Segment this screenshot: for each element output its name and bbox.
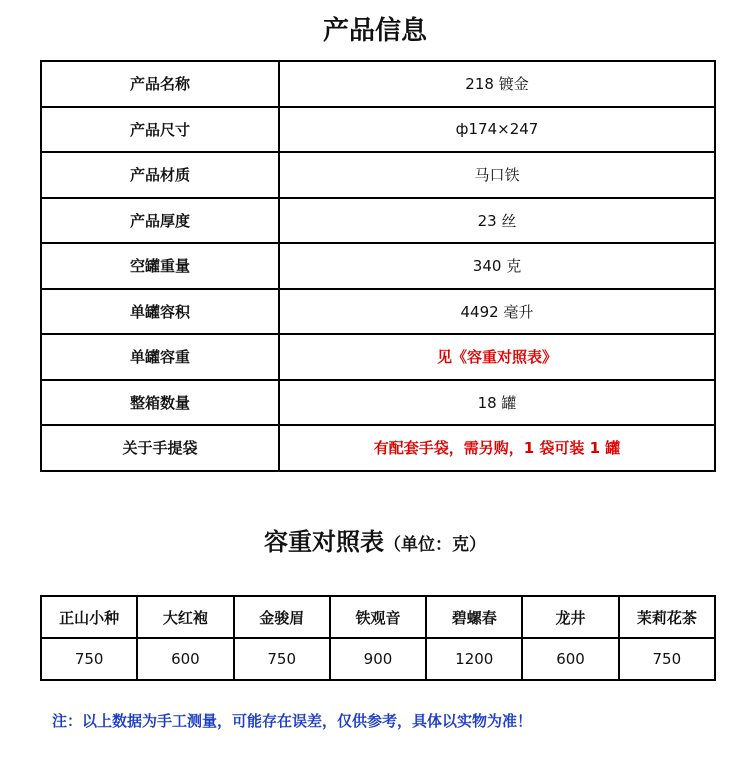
table-cell: 1200: [426, 638, 522, 680]
table-cell: 750: [234, 638, 330, 680]
table-cell: 900: [330, 638, 426, 680]
column-header: 大红袍: [137, 596, 233, 638]
row-label: 单罐容重: [41, 334, 279, 380]
row-label: 产品厚度: [41, 198, 279, 244]
column-header: 茉莉花茶: [619, 596, 715, 638]
product-info-table: [40, 60, 716, 472]
page-title: 产品信息: [322, 16, 427, 46]
table-cell: 750: [41, 638, 137, 680]
weight-table-unit: （单位：克）: [384, 535, 486, 555]
table-row: [41, 638, 715, 680]
table-row: [41, 380, 715, 426]
table-header-row: [41, 596, 715, 638]
table-row: [41, 243, 715, 289]
column-header: 铁观音: [330, 596, 426, 638]
row-value: 340 克: [279, 243, 715, 289]
column-header: 碧螺春: [426, 596, 522, 638]
table-row: [41, 334, 715, 380]
table-row: [41, 425, 715, 471]
column-header: 金骏眉: [234, 596, 330, 638]
row-value: 4492 毫升: [279, 289, 715, 335]
row-value: 见《容重对照表》: [279, 334, 715, 380]
table-cell: 600: [522, 638, 618, 680]
row-value: 218 镀金: [279, 61, 715, 107]
row-label: 产品材质: [41, 152, 279, 198]
weight-table-title: 容重对照表: [264, 528, 384, 556]
row-label: 产品尺寸: [41, 107, 279, 153]
row-value: 23 丝: [279, 198, 715, 244]
weight-table: [40, 595, 716, 681]
column-header: 正山小种: [41, 596, 137, 638]
table-row: [41, 152, 715, 198]
table-row: [41, 198, 715, 244]
row-value: 有配套手袋，需另购，1 袋可装 1 罐: [279, 425, 715, 471]
row-label: 关于手提袋: [41, 425, 279, 471]
disclaimer-note: 注：以上数据为手工测量，可能存在误差，仅供参考，具体以实物为准！: [52, 712, 533, 730]
table-cell: 600: [137, 638, 233, 680]
table-row: [41, 289, 715, 335]
row-value: 18 罐: [279, 380, 715, 426]
row-value: ф174×247: [279, 107, 715, 153]
row-label: 产品名称: [41, 61, 279, 107]
row-value: 马口铁: [279, 152, 715, 198]
column-header: 龙井: [522, 596, 618, 638]
row-label: 单罐容积: [41, 289, 279, 335]
table-cell: 750: [619, 638, 715, 680]
row-label: 整箱数量: [41, 380, 279, 426]
table-row: [41, 61, 715, 107]
section-title: [0, 522, 750, 557]
row-label: 空罐重量: [41, 243, 279, 289]
table-row: [41, 107, 715, 153]
